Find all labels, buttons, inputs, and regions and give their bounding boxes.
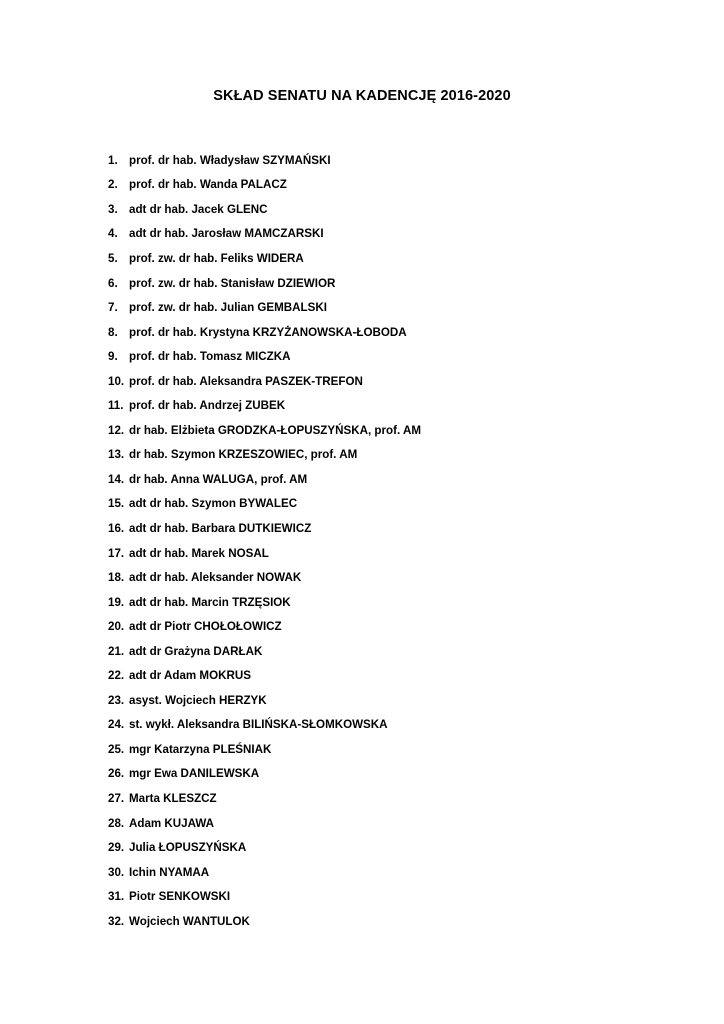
- member-name: adt dr Adam MOKRUS: [129, 669, 251, 683]
- list-item: [108, 811, 421, 836]
- list-item: [108, 713, 421, 738]
- list-item: [108, 835, 421, 860]
- member-name: adt dr hab. Barbara DUTKIEWICZ: [129, 521, 312, 535]
- member-name: Marta KLESZCZ: [129, 791, 217, 805]
- document-title: SKŁAD SENATU NA KADENCJĘ 2016-2020: [213, 88, 511, 104]
- list-item-number: 24.: [108, 718, 125, 732]
- member-name: asyst. Wojciech HERZYK: [129, 693, 267, 707]
- list-item-number: 5.: [108, 251, 118, 265]
- list-item: [108, 173, 421, 198]
- list-item-number: 15.: [108, 497, 125, 511]
- member-name: prof. zw. dr hab. Stanisław DZIEWIOR: [129, 276, 336, 290]
- list-item: [108, 418, 421, 443]
- member-name: prof. zw. dr hab. Julian GEMBALSKI: [129, 301, 327, 315]
- list-item: [108, 222, 421, 247]
- list-item: [108, 737, 421, 762]
- list-item-number: 18.: [108, 571, 125, 585]
- member-name: Wojciech WANTULOK: [129, 914, 250, 928]
- list-item-number: 32.: [108, 914, 125, 928]
- list-item-number: 27.: [108, 791, 125, 805]
- list-item-number: 10.: [108, 374, 125, 388]
- list-item: [108, 271, 421, 296]
- list-item-number: 12.: [108, 423, 125, 437]
- list-item: [108, 762, 421, 787]
- list-item-number: 2.: [108, 178, 118, 192]
- list-item-number: 19.: [108, 595, 125, 609]
- member-name: Piotr SENKOWSKI: [129, 890, 231, 904]
- list-item-number: 14.: [108, 472, 125, 486]
- member-name: prof. dr hab. Wanda PALACZ: [129, 178, 287, 192]
- member-name: mgr Ewa DANILEWSKA: [129, 767, 260, 781]
- list-item-number: 16.: [108, 521, 125, 535]
- list-item-number: 31.: [108, 890, 125, 904]
- member-name: prof. dr hab. Aleksandra PASZEK-TREFON: [129, 374, 363, 388]
- list-item-number: 22.: [108, 669, 125, 683]
- list-item: [108, 295, 421, 320]
- member-name: dr hab. Elżbieta GRODZKA-ŁOPUSZYŃSKA, prof. AM: [129, 423, 421, 437]
- list-item: [108, 467, 421, 492]
- list-item-number: 8.: [108, 325, 118, 339]
- list-item-number: 9.: [108, 350, 118, 364]
- member-name: prof. dr hab. Andrzej ZUBEK: [129, 399, 286, 413]
- member-name: adt dr hab. Aleksander NOWAK: [129, 571, 302, 585]
- list-item-number: 1.: [108, 153, 118, 167]
- list-item-number: 17.: [108, 546, 125, 560]
- member-name: adt dr hab. Jarosław MAMCZARSKI: [129, 227, 324, 241]
- list-item: [108, 565, 421, 590]
- list-item: [108, 516, 421, 541]
- member-name: Ichin NYAMAA: [129, 865, 210, 879]
- list-item-number: 23.: [108, 693, 125, 707]
- member-name: adt dr hab. Szymon BYWALEC: [129, 497, 298, 511]
- list-item-number: 11.: [108, 399, 124, 413]
- list-item-number: 4.: [108, 227, 118, 241]
- member-name: adt dr Grażyna DARŁAK: [129, 644, 263, 658]
- member-name: adt dr Piotr CHOŁOŁOWICZ: [129, 620, 282, 634]
- member-name: prof. dr hab. Tomasz MICZKA: [129, 350, 291, 364]
- member-name: prof. zw. dr hab. Feliks WIDERA: [129, 251, 304, 265]
- list-item-number: 3.: [108, 202, 118, 216]
- list-item: [108, 492, 421, 517]
- list-item: [108, 688, 421, 713]
- member-name: dr hab. Anna WALUGA, prof. AM: [129, 472, 308, 486]
- list-item-number: 13.: [108, 448, 125, 462]
- list-item: [108, 884, 421, 909]
- list-item: [108, 639, 421, 664]
- list-item-number: 20.: [108, 620, 125, 634]
- list-item: [108, 590, 421, 615]
- member-name: prof. dr hab. Władysław SZYMAŃSKI: [129, 153, 331, 167]
- list-item: [108, 663, 421, 688]
- list-item: [108, 541, 421, 566]
- list-item-number: 6.: [108, 276, 118, 290]
- member-name: st. wykł. Aleksandra BILIŃSKA-SŁOMKOWSKA: [129, 718, 388, 732]
- list-item-number: 26.: [108, 767, 125, 781]
- member-name: prof. dr hab. Krystyna KRZYŻANOWSKA-ŁOBODA: [129, 325, 407, 339]
- list-item-number: 28.: [108, 816, 125, 830]
- list-item: [108, 320, 421, 345]
- list-item-number: 7.: [108, 301, 118, 315]
- list-item: [108, 860, 421, 885]
- member-name: Adam KUJAWA: [129, 816, 215, 830]
- list-item: [108, 344, 421, 369]
- list-item: [108, 786, 421, 811]
- list-item-number: 21.: [108, 644, 125, 658]
- member-name: adt dr hab. Marek NOSAL: [129, 546, 269, 560]
- member-name: dr hab. Szymon KRZESZOWIEC, prof. AM: [129, 448, 358, 462]
- list-item: [108, 369, 421, 394]
- senate-member-list: [108, 148, 421, 934]
- list-item-number: 25.: [108, 742, 125, 756]
- list-item-number: 30.: [108, 865, 125, 879]
- list-item: [108, 246, 421, 271]
- list-item: [108, 197, 421, 222]
- member-name: adt dr hab. Jacek GLENC: [129, 202, 268, 216]
- member-name: mgr Katarzyna PLEŚNIAK: [129, 742, 272, 756]
- list-item: [108, 909, 421, 934]
- list-item: [108, 443, 421, 468]
- list-item: [108, 393, 421, 418]
- list-item: [108, 614, 421, 639]
- list-item-number: 29.: [108, 841, 125, 855]
- member-name: Julia ŁOPUSZYŃSKA: [129, 841, 247, 855]
- member-name: adt dr hab. Marcin TRZĘSIOK: [129, 595, 291, 609]
- list-item: [108, 148, 421, 173]
